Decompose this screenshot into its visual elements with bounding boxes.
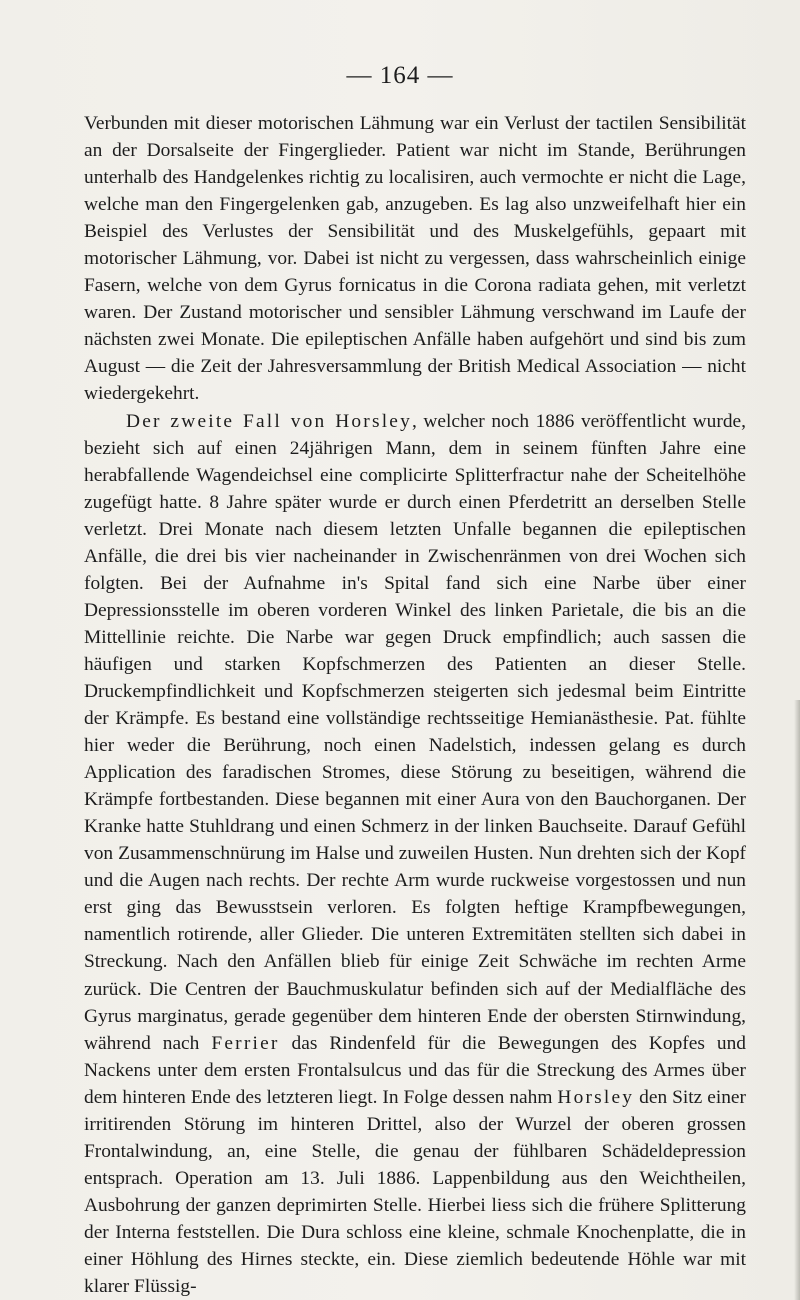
spaced-name-horsley: Horsley <box>557 1086 635 1108</box>
text-segment: Verbunden mit dieser motorischen Lähmung war ein Verlust der tactilen Sensibilität an der Dorsalseite der Fingerglieder. Patient war nicht im Stande, Berührungen unterhalb des Handgelenkes richtig zu localisiren, auch vermochte er nicht die Lage, welche man den Fingergelenken gab, anzugeben. Es lag also unzweifelhaft hier ein Beispiel des Verlustes der Sensibilität und des Muskelgefühls, gepaart mit motorischer Lähmung, vor. Dabei ist nicht zu vergessen, dass wahrscheinlich einige Fasern, welche von dem Gyrus fornicatus in die Corona radiata gehen, mit verletzt waren. Der Zustand motorischer und sensibler Lähmung verschwand im Laufe der nächsten zwei Monate. Die epileptischen Anfälle haben aufgehört und sind bis zum August — die Zeit der Jahresversammlung der British Medical Association — nicht wiedergekehrt. <box>84 113 746 405</box>
text-segment: den Sitz einer irritirenden Störung im hinteren Drittel, also der Wurzel der oberen grossen Frontalwindung, an, eine Stelle, die genau der fühlbaren Schädeldepression entsprach. Operation am 13. Juli 1886. Lappenbildung aus den Weichtheilen, Ausbohrung der ganzen deprimirten Stelle. Hierbei liess sich die frühere Splitterung der Interna feststellen. Die Dura schloss eine kleine, schmale Knochenplatte, die in einer Höhlung des Hirnes steckte, ein. Diese ziemlich bedeutende Höhle war mit klarer Flüssig- <box>84 1086 746 1298</box>
paragraph-2 <box>84 408 746 1300</box>
spaced-text-case-title: Der zweite Fall von Horsley <box>126 410 412 432</box>
text-segment: , welcher noch 1886 veröffentlicht wurde, bezieht sich auf einen 24jährigen Mann, dem in seinem fünften Jahre eine herabfallende Wagendeichsel eine complicirte Splitterfractur nahe der Scheitelhöhe zugefügt hatte. 8 Jahre später wurde er durch einen Pferdetritt an derselben Stelle verletzt. Drei Monate nach diesem letzten Unfalle begannen die epileptischen Anfälle, die drei bis vier nacheinander in Zwischenränmen von drei Wochen sich folgten. Bei der Aufnahme in's Spital fand sich eine Narbe über einer Depressionsstelle im oberen vorderen Winkel des linken Parietale, die bis an die Mittellinie reichte. Die Narbe war gegen Druck empfindlich; auch sassen die häufigen und starken Kopfschmerzen des Patienten an dieser Stelle. Druckempfindlichkeit und Kopfschmerzen steigerten sich jedesmal beim Eintritte der Krämpfe. Es bestand eine vollständige rechtsseitige Hemianästhesie. Pat. fühlte hier weder die Berührung, noch einen Nadelstich, indessen gelang es durch Application des faradischen Stromes, diese Störung zu beseitigen, während die Krämpfe fortbestanden. Diese begannen mit einer Aura von den Bauchorganen. Der Kranke hatte Stuhldrang und einen Schmerz in der linken Bauchseite. Darauf Gefühl von Zusammenschnürung im Halse und zuweilen Husten. Nun drehten sich der Kopf und die Augen nach rechts. Der rechte Arm wurde ruckweise vorgestossen und nun erst ging das Bewusstsein verloren. Es folgten heftige Krampfbewegungen, namentlich rotirende, aller Glieder. Die unteren Extremitäten stellten sich dabei in Streckung. Nach den Anfällen blieb für einige Zeit Schwäche im rechten Arme zurück. Die Centren der Bauchmuskulatur befinden sich auf der Medialfläche des Gyrus marginatus, gerade gegenüber dem hinteren Ende der obersten Stirnwindung, während nach <box>84 410 746 1054</box>
page-edge-shadow <box>794 700 800 1300</box>
page-number: — 164 — <box>346 62 454 89</box>
text-segment: das Rindenfeld für die Bewegungen des Kopfes und Nackens unter dem ersten Frontalsulcus und das für die Streckung des Armes über dem hinteren Ende des letzteren liegt. In Folge dessen nahm <box>84 1032 747 1108</box>
spaced-name-ferrier: Ferrier <box>211 1032 280 1054</box>
body-text <box>84 110 746 1300</box>
paragraph-1 <box>84 110 746 408</box>
